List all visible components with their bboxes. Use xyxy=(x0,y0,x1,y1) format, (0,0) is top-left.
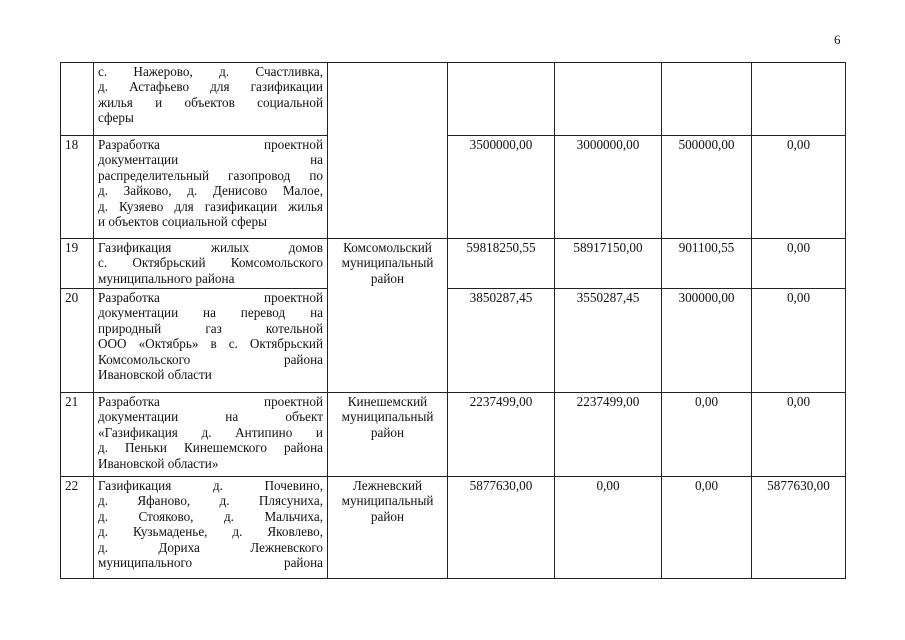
description-line: д. Астафьево для газификации xyxy=(98,79,323,95)
row-value-4: 5877630,00 xyxy=(752,477,846,579)
row-total: 5877630,00 xyxy=(448,477,555,579)
row-total: 3850287,45 xyxy=(448,289,555,393)
table-row xyxy=(61,136,846,239)
row-total: 59818250,55 xyxy=(448,239,555,289)
description-line: и объектов социальной сферы xyxy=(98,214,267,230)
row-description xyxy=(94,289,328,393)
row-district: Лежневский муниципальный район xyxy=(328,477,448,579)
description-line: д. Зайково, д. Денисово Малое, xyxy=(98,183,323,199)
row-description xyxy=(94,136,328,239)
row-value-4 xyxy=(752,63,846,136)
row-number: 21 xyxy=(61,393,94,477)
description-line: Ивановской области xyxy=(98,367,212,383)
description-line: сферы xyxy=(98,110,134,126)
row-description xyxy=(94,239,328,289)
description-line: Комсомольского района xyxy=(98,351,323,367)
description-line: д. Стояково, д. Мальчиха, xyxy=(98,508,323,524)
description-line: Разработка проектной xyxy=(98,137,323,152)
table-row xyxy=(61,477,846,579)
description-line: д. Кузяево для газификации жилья xyxy=(98,198,323,214)
row-value-4: 0,00 xyxy=(752,289,846,393)
description-line: Разработка проектной xyxy=(98,290,323,305)
row-value-3: 0,00 xyxy=(662,393,752,477)
row-description xyxy=(94,393,328,477)
description-line: Газификация д. Почевино, xyxy=(98,478,323,493)
row-value-3: 500000,00 xyxy=(662,136,752,239)
row-value-2: 58917150,00 xyxy=(555,239,662,289)
description-line: жилья и объектов социальной xyxy=(98,94,323,110)
description-line: д. Кузьмаденье, д. Яковлево, xyxy=(98,524,323,540)
row-value-4: 0,00 xyxy=(752,393,846,477)
row-number xyxy=(61,63,94,136)
description-line: д. Яфаново, д. Плясуниха, xyxy=(98,493,323,509)
row-number: 20 xyxy=(61,289,94,393)
description-line: муниципального района xyxy=(98,555,323,571)
row-value-2: 3000000,00 xyxy=(555,136,662,239)
description-line: д. Дориха Лежневского xyxy=(98,539,323,555)
row-total: 3500000,00 xyxy=(448,136,555,239)
row-total: 2237499,00 xyxy=(448,393,555,477)
row-district xyxy=(328,63,448,239)
description-line: с. Октябрьский Комсомольского xyxy=(98,255,323,271)
row-description xyxy=(94,63,328,136)
table-row xyxy=(61,239,846,289)
description-line: природный газ котельной xyxy=(98,320,323,336)
table-row xyxy=(61,393,846,477)
description-line: Газификация жилых домов xyxy=(98,240,323,255)
budget-table xyxy=(60,62,846,579)
row-number: 18 xyxy=(61,136,94,239)
table-row xyxy=(61,63,846,136)
description-line: муниципального района xyxy=(98,270,235,286)
row-description xyxy=(94,477,328,579)
description-line: документации на перевод на xyxy=(98,305,323,321)
description-line: с. Нажерово, д. Счастливка, xyxy=(98,64,323,79)
description-line: Разработка проектной xyxy=(98,394,323,409)
row-value-4: 0,00 xyxy=(752,239,846,289)
description-line: ООО «Октябрь» в с. Октябрьский xyxy=(98,336,323,352)
row-number: 22 xyxy=(61,477,94,579)
description-line: распределительный газопровод по xyxy=(98,167,323,183)
description-line: документации на объект xyxy=(98,409,323,425)
row-value-2: 3550287,45 xyxy=(555,289,662,393)
description-line: «Газификация д. Антипино и xyxy=(98,424,323,440)
row-value-2: 2237499,00 xyxy=(555,393,662,477)
row-value-3: 0,00 xyxy=(662,477,752,579)
row-value-3: 300000,00 xyxy=(662,289,752,393)
row-value-4: 0,00 xyxy=(752,136,846,239)
row-value-3: 901100,55 xyxy=(662,239,752,289)
row-value-3 xyxy=(662,63,752,136)
description-line: д. Пеньки Кинешемского района xyxy=(98,440,323,456)
row-district: Комсомольский муниципальный район xyxy=(328,239,448,393)
page-number: 6 xyxy=(834,32,841,47)
description-line: документации на xyxy=(98,152,323,168)
row-number: 19 xyxy=(61,239,94,289)
table-row xyxy=(61,289,846,393)
row-value-2: 0,00 xyxy=(555,477,662,579)
description-line: Ивановской области» xyxy=(98,455,219,471)
row-total xyxy=(448,63,555,136)
row-value-2 xyxy=(555,63,662,136)
row-district: Кинешемский муниципальный район xyxy=(328,393,448,477)
